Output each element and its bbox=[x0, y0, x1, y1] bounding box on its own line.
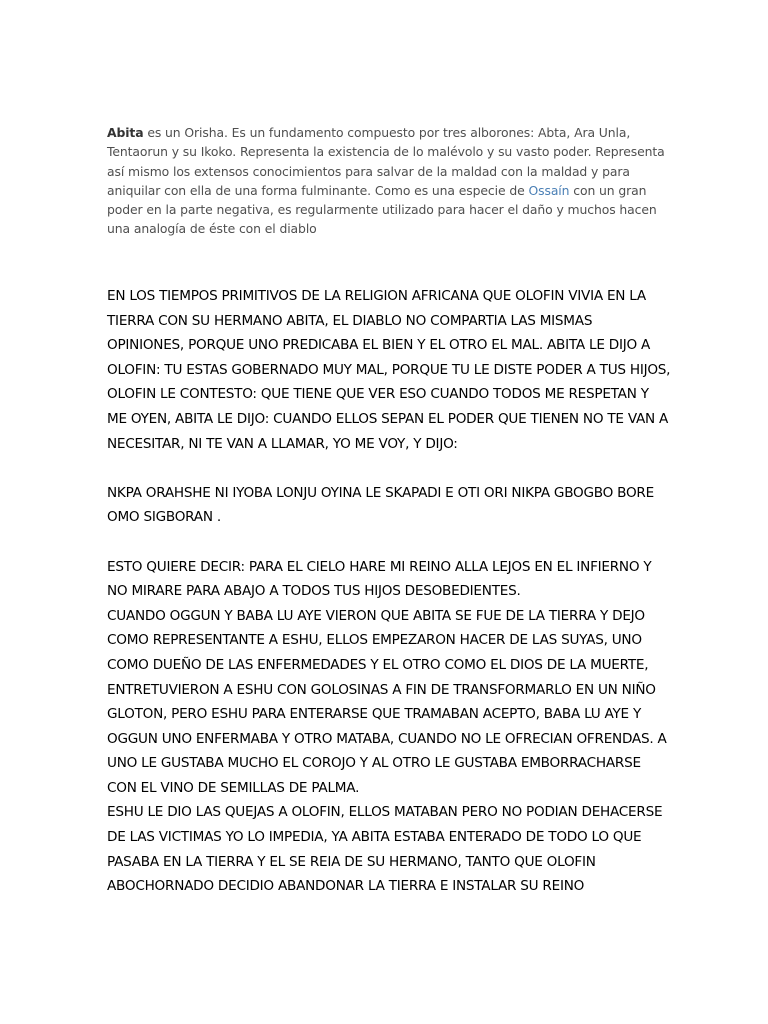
intro-paragraph bbox=[107, 123, 667, 239]
story-paragraph-4: CUANDO OGGUN Y BABA LU AYE VIERON QUE ABITA SE FUE DE LA TIERRA Y DEJO COMO REPRESENTANTE A ESHU, ELLOS EMPEZARON HACER DE LAS SUYAS, UNO COMO DUEÑO DE LAS ENFERMEDADES Y EL OTRO COMO EL DIOS DE LA MUERTE, ENTRETUVIERON A ESHU CON GOLOSINAS A FIN DE TRANSFORMARLO EN UN NIÑO GLOTON, PERO ESHU PARA ENTERARSE QUE TRAMABAN ACEPTO, BABA LU AYE Y OGGUN UNO ENFERMABA Y OTRO MATABA, CUANDO NO LE OFRECIAN OFRENDAS. A UNO LE GUSTABA MUCHO EL COROJO Y AL OTRO LE GUSTABA EMBORRACHARSE CON EL VINO DE SEMILLAS DE PALMA. bbox=[107, 607, 667, 796]
paragraph-gap bbox=[107, 530, 672, 555]
story-body bbox=[107, 284, 672, 899]
story-paragraph-3: ESTO QUIERE DECIR: PARA EL CIELO HARE MI REINO ALLA LEJOS EN EL INFIERNO Y NO MIRARE PARA ABAJO A TODOS TUS HIJOS DESOBEDIENTES. bbox=[107, 558, 652, 600]
story-paragraph-5: ESHU LE DIO LAS QUEJAS A OLOFIN, ELLOS MATABAN PERO NO PODIAN DEHACERSE DE LAS VICTIMAS YO LO IMPEDIA, YA ABITA ESTABA ENTERADO DE TODO LO QUE PASABA EN LA TIERRA Y EL SE REIA DE SU HERMANO, TANTO QUE OLOFIN ABOCHORNADO DECIDIO ABANDONAR LA TIERRA E INSTALAR SU REINO bbox=[107, 804, 663, 895]
intro-text-part-2: con un gran poder en la parte negativa, es regularmente utilizado para hacer el daño y muchos hacen una analogía de éste con el diablo bbox=[107, 182, 657, 237]
story-paragraph-1: EN LOS TIEMPOS PRIMITIVOS DE LA RELIGION AFRICANA QUE OLOFIN VIVIA EN LA TIERRA CON SU HERMANO ABITA, EL DIABLO NO COMPARTIA LAS MISMAS OPINIONES, PORQUE UNO PREDICABA EL BIEN Y EL OTRO EL MAL. ABITA LE DIJO A OLOFIN: TU ESTAS GOBERNADO MUY MAL, PORQUE TU LE DISTE PODER A TUS HIJOS, OLOFIN LE CONTESTO: QUE TIENE QUE VER ESO CUANDO TODOS ME RESPETAN Y ME OYEN, ABITA LE DIJO: CUANDO ELLOS SEPAN EL PODER QUE TIENEN NO TE VAN A NECESITAR, NI TE VAN A LLAMAR, YO ME VOY, Y DIJO: bbox=[107, 288, 671, 452]
intro-term: Abita bbox=[107, 125, 144, 140]
paragraph-gap bbox=[107, 456, 672, 481]
story-paragraph-2: NKPA ORAHSHE NI IYOBA LONJU OYINA LE SKAPADI E OTI ORI NIKPA GBOGBO BORE OMO SIGBORAN . bbox=[107, 484, 654, 526]
intro-text-part-1: es un Orisha. Es un fundamento compuesto por tres alborones: Abta, Ara Unla, Tentaorun y su Ikoko. Representa la existencia de lo malévolo y su vasto poder. Representa así mismo los extensos conocimientos para salvar de la maldad con la maldad y para aniquilar con ella de una forma fulminante. Como es una especie de bbox=[107, 125, 665, 198]
ossain-link[interactable]: Ossaín bbox=[528, 182, 570, 198]
